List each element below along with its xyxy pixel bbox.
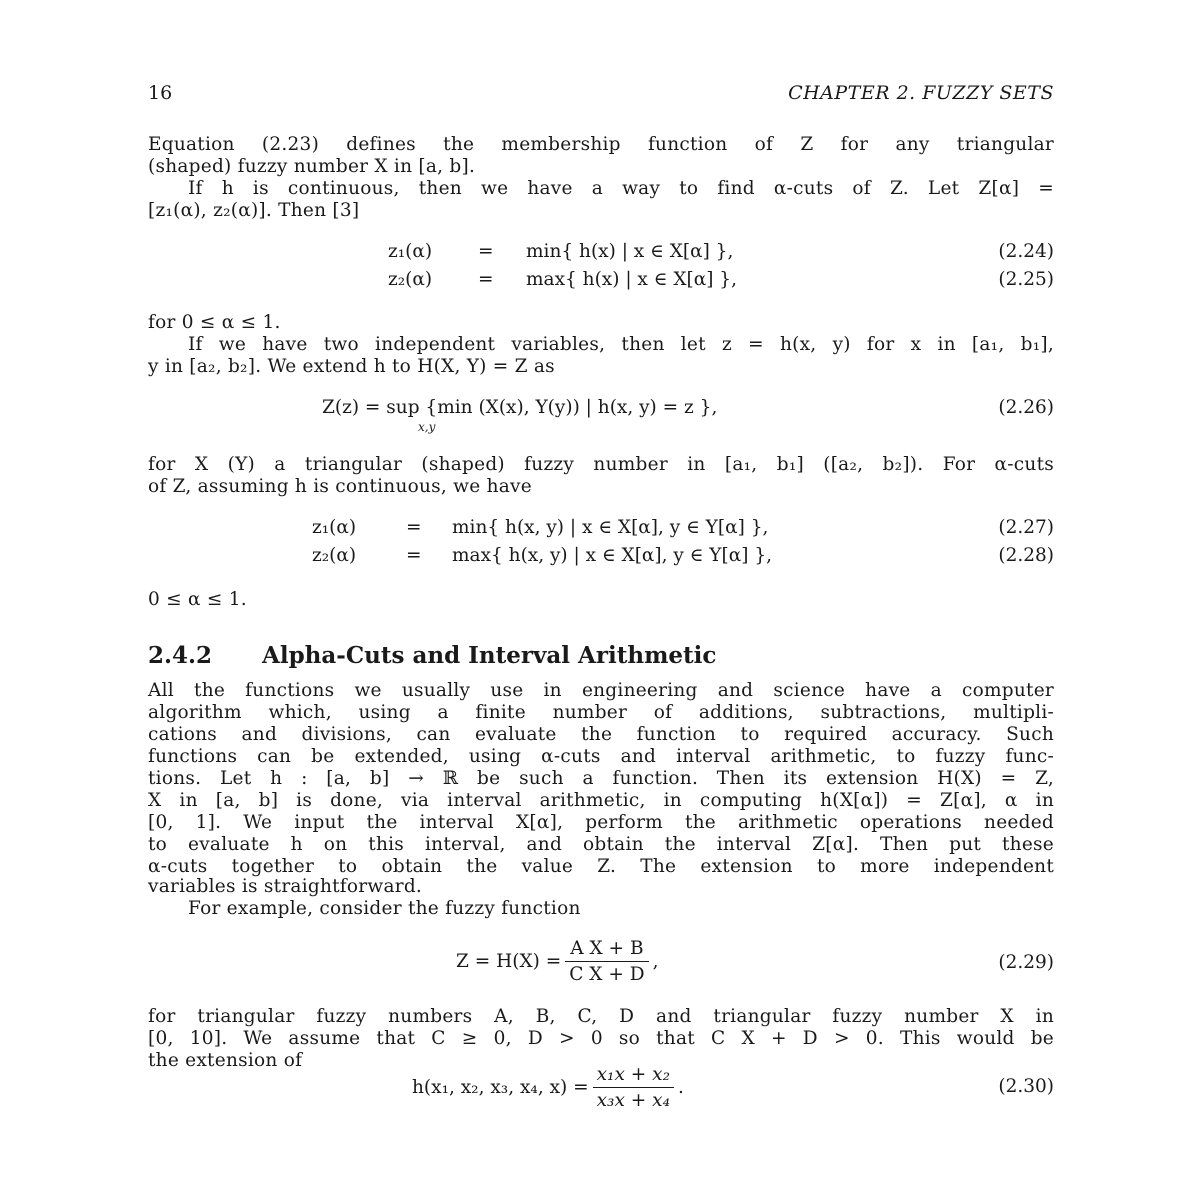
paragraph-line: If we have two independent variables, then let z = h(x, y) for x in [a₁, b₁],: [188, 334, 1054, 355]
equation-tail: .: [678, 1077, 684, 1098]
equation-lhs: Z = H(X) =: [456, 951, 562, 972]
paragraph-line: (shaped) fuzzy number X in [a, b].: [148, 156, 476, 177]
equation-subscript: x,y: [418, 420, 436, 434]
equation-rel: =: [478, 269, 494, 290]
paragraph-line: Equation (2.23) defines the membership function of Z for any triangular: [148, 134, 1054, 155]
equation-fraction: [593, 1064, 674, 1111]
paragraph-line: for X (Y) a triangular (shaped) fuzzy number in [a₁, b₁] ([a₂, b₂]). For α-cuts: [148, 454, 1054, 475]
equation-lhs: z₁(α): [388, 241, 433, 262]
equation-body: Z(z) = sup {min (X(x), Y(y)) | h(x, y) = z },: [322, 397, 718, 418]
equation-number: (2.25): [998, 269, 1054, 290]
paragraph-line: tions. Let h : [a, b] → ℝ be such a function. Then its extension H(X) = Z,: [148, 768, 1054, 789]
section-heading: [148, 642, 716, 669]
equation-number: (2.30): [998, 1076, 1054, 1097]
paragraph-line: the extension of: [148, 1050, 303, 1071]
paragraph-line: [z₁(α), z₂(α)]. Then [3]: [148, 200, 360, 221]
equation-lhs: z₁(α): [312, 517, 357, 538]
fraction-numerator: A X + B: [565, 938, 648, 962]
equation-number: (2.26): [998, 397, 1054, 418]
equation-tail: ,: [652, 951, 659, 972]
equation-rhs: max{ h(x, y) | x ∈ X[α], y ∈ Y[α] },: [452, 545, 772, 566]
equation-lhs: z₂(α): [388, 269, 433, 290]
equation-rhs: min{ h(x, y) | x ∈ X[α], y ∈ Y[α] },: [452, 517, 769, 538]
paragraph-line: [0, 10]. We assume that C ≥ 0, D > 0 so that C X + D > 0. This would be: [148, 1028, 1054, 1049]
equation-2-29: [456, 938, 658, 985]
equation-rhs: min{ h(x) | x ∈ X[α] },: [526, 241, 734, 262]
paragraph-line: All the functions we usually use in engineering and science have a computer: [148, 680, 1054, 701]
equation-number: (2.27): [998, 517, 1054, 538]
paragraph-line: for 0 ≤ α ≤ 1.: [148, 312, 281, 333]
paragraph-line: for triangular fuzzy numbers A, B, C, D and triangular fuzzy number X in: [148, 1006, 1054, 1027]
equation-number: (2.28): [998, 545, 1054, 566]
fraction-denominator: x₃x + x₄: [596, 1090, 671, 1111]
paragraph-line: [0, 1]. We input the interval X[α], perform the arithmetic operations needed: [148, 812, 1054, 833]
paragraph-line: For example, consider the fuzzy function: [188, 898, 581, 919]
fraction-denominator: C X + D: [569, 964, 645, 985]
page-number: 16: [148, 82, 173, 104]
paragraph-line: X in [a, b] is done, via interval arithmetic, in computing h(X[α]) = Z[α], α in: [148, 790, 1054, 811]
paragraph-line: If h is continuous, then we have a way to find α-cuts of Z. Let Z[α] =: [188, 178, 1054, 199]
equation-rel: =: [406, 517, 422, 538]
equation-rel: =: [478, 241, 494, 262]
section-title: Alpha-Cuts and Interval Arithmetic: [262, 642, 717, 669]
section-number: 2.4.2: [148, 642, 213, 669]
paragraph-line: functions can be extended, using α-cuts and interval arithmetic, to fuzzy func-: [148, 746, 1054, 767]
paragraph-line: of Z, assuming h is continuous, we have: [148, 476, 532, 497]
paragraph-line: cations and divisions, can evaluate the function to required accuracy. Such: [148, 724, 1054, 745]
equation-fraction: [565, 938, 648, 985]
paragraph-line: variables is straightforward.: [148, 876, 423, 897]
equation-lhs: z₂(α): [312, 545, 357, 566]
paragraph-line: to evaluate h on this interval, and obtain the interval Z[α]. Then put these: [148, 834, 1054, 855]
paragraph-line: y in [a₂, b₂]. We extend h to H(X, Y) = Z as: [148, 356, 555, 377]
running-title: CHAPTER 2. FUZZY SETS: [788, 82, 1054, 104]
paragraph-line: α-cuts together to obtain the value Z. The extension to more independent: [148, 856, 1054, 877]
equation-lhs: h(x₁, x₂, x₃, x₄, x) =: [412, 1077, 589, 1098]
equation-rel: =: [406, 545, 422, 566]
fraction-numerator: x₁x + x₂: [593, 1064, 674, 1088]
equation-rhs: max{ h(x) | x ∈ X[α] },: [526, 269, 737, 290]
equation-2-30: [412, 1064, 684, 1111]
equation-number: (2.24): [998, 241, 1054, 262]
equation-number: (2.29): [998, 952, 1054, 973]
paragraph-line: algorithm which, using a finite number of additions, subtractions, multipli-: [148, 702, 1054, 723]
paragraph-line: 0 ≤ α ≤ 1.: [148, 589, 247, 610]
